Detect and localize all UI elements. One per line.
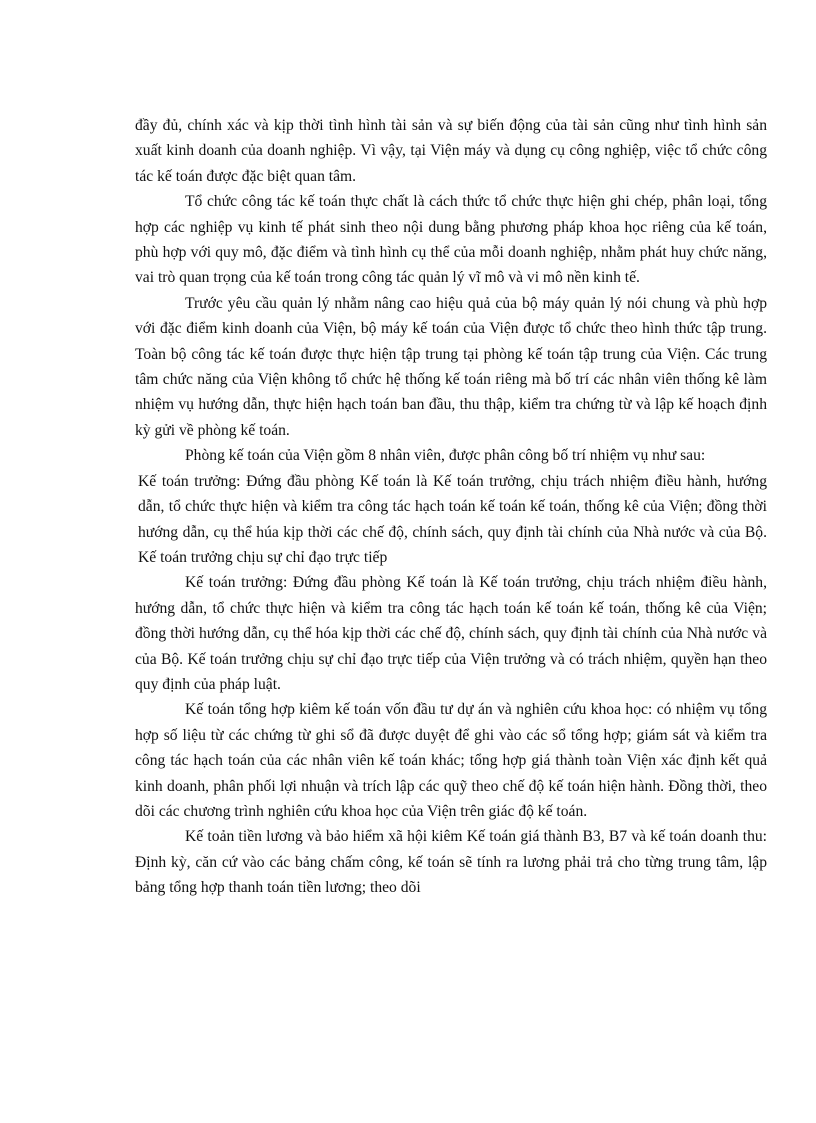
paragraph-2: Tổ chức công tác kế toán thực chất là cách thức tổ chức thực hiện ghi chép, phân loại, tổng hợp các nghiệp vụ kinh tế phát sinh theo nội dung bằng phương pháp khoa học riêng của kế toán, phù hợp với quy mô, đặc điểm và tình hình cụ thể của mỗi doanh nghiệp, nhằm phát huy chức năng, vai trò quan trọng của kế toán trong công tác quản lý vĩ mô và vi mô nền kinh tế. [135, 193, 767, 287]
paragraph-4: Phòng kế toán của Viện gồm 8 nhân viên, được phân công bố trí nhiệm vụ như sau: [185, 447, 706, 465]
paragraph-6: Kế toán trưởng: Đứng đầu phòng Kế toán là Kế toán trưởng, chịu trách nhiệm điều hành, hướng dẫn, tổ chức thực hiện và kiểm tra công tác hạch toán kế toán kế toán, thống kê của Viện; đồng thời hướng dẫn, cụ thể hóa kịp thời các chế độ, chính sách, quy định tài chính của Nhà nước và của Bộ. Kế toán trưởng chịu sự chỉ đạo trực tiếp của Viện trưởng và có trách nhiệm, quyền hạn theo quy định của pháp luật. [135, 574, 767, 693]
paragraph-1: đầy đủ, chính xác và kịp thời tình hình tài sản và sự biến động của tài sản cũng như tình hình sản xuất kinh doanh của doanh nghiệp. Vì vậy, tại Viện máy và dụng cụ công nghiệp, việc tổ chức công tác kế toán được đặc biệt quan tâm. [135, 117, 767, 185]
paragraph-8: Kế toản tiền lương và bảo hiểm xã hội kiêm Kế toán giá thành B3, B7 và kế toán doanh thu: Định kỳ, căn cứ vào các bảng chấm công, kế toán sẽ tính ra lương phải trả cho từng trung tâm, lập bảng tổng hợp thanh toán tiền lương; theo dõi [135, 828, 767, 897]
paragraph-3: Trước yêu cầu quản lý nhằm nâng cao hiệu quả của bộ máy quản lý nói chung và phù hợp với đặc điểm kinh doanh của Viện, bộ máy kế toán của Viện được tổ chức theo hình thức tập trung. Toàn bộ công tác kế toán được thực hiện tập trung tại phòng kế toán tập trung của Viện. Các trung tâm chức năng của Viện không tổ chức hệ thống kế toán riêng mà bố trí các nhân viên thống kê làm nhiệm vụ hướng dẫn, thực hiện hạch toán ban đầu, thu thập, kiểm tra chứng từ và lập kế hoạch định kỳ gửi về phòng kế toán. [135, 294, 767, 439]
paragraph-5: Kế toán trưởng: Đứng đầu phòng Kế toán là Kế toán trưởng, chịu trách nhiệm điều hành, hướng dẫn, tổ chức thực hiện và kiểm tra công tác hạch toán kế toán kế toán, thống kê của Viện; đồng thời hướng dẫn, cụ thể húa kịp thời các chế độ, chính sách, quy định tài chính của Nhà nước và của Bộ. Kế toán trưởng chịu sự chỉ đạo trực tiếp [138, 472, 767, 566]
document-page [135, 113, 767, 901]
paragraph-7: Kế toán tổng hợp kiêm kế toán vốn đầu tư dự án và nghiên cứu khoa học: có nhiệm vụ tổng hợp số liệu từ các chứng từ ghi sổ đã được duyệt để ghi vào các sổ tổng hợp; giám sát và kiểm tra công tác hạch toán của các nhân viên kế toán khác; tổng hợp giá thành toàn Viện xác định kết quả kinh doanh, phân phối lợi nhuận và trích lập các quỹ theo chế độ kế toán hiện hành. Đồng thời, theo dõi các chương trình nghiên cứu khoa học của Viện trên giác độ kế toán. [135, 701, 767, 820]
